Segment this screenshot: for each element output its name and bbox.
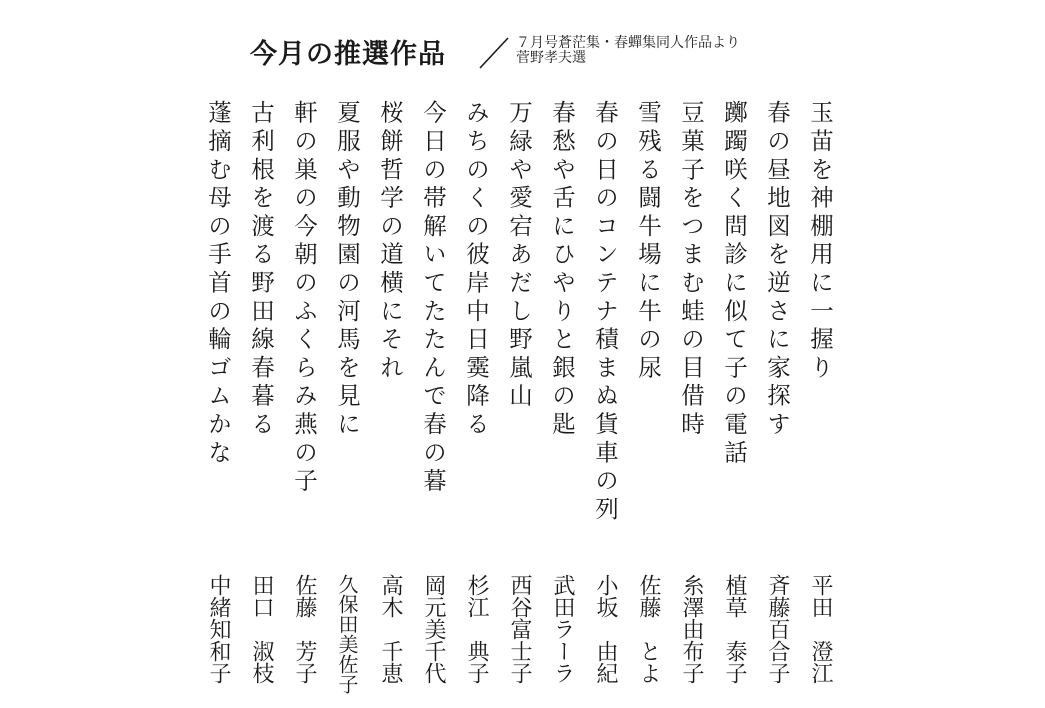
haiku-text: 桜餅哲学の道横にそれ	[376, 100, 404, 383]
subtitle-selector: 菅野孝夫選	[516, 50, 586, 66]
haiku-text: 軒の巣の今朝のふくらみ燕の子	[290, 100, 318, 497]
haiku-entry	[759, 100, 795, 700]
haiku-text: 古利根を渡る野田線春暮る	[247, 100, 275, 440]
haiku-text: 雪残る闘牛場に牛の尿	[634, 100, 662, 383]
slash-divider	[478, 36, 510, 70]
haiku-text: 夏服や動物園の河馬を見に	[333, 100, 361, 440]
haiku-entry	[286, 100, 322, 700]
haiku-author: 久保田美佐子	[335, 574, 359, 694]
haiku-text: 春愁や舌にひやりと銀の匙	[548, 100, 576, 440]
page-title: 今月の推選作品	[250, 39, 446, 70]
header	[250, 28, 850, 76]
haiku-author: 中緒知和子	[206, 574, 231, 684]
haiku-text: 豆菓子をつまむ蛙の目借時	[677, 100, 705, 440]
haiku-author: 杉江 典子	[464, 574, 489, 684]
haiku-text: 蓬摘む母の手首の輪ゴムかな	[204, 100, 232, 468]
haiku-entry	[243, 100, 279, 700]
haiku-entry	[372, 100, 408, 700]
haiku-author: 糸澤由布子	[679, 574, 704, 684]
haiku-entry	[716, 100, 752, 700]
haiku-text: 春の昼地図を逆さに家探す	[763, 100, 791, 440]
haiku-text: 万緑や愛宕あだし野嵐山	[505, 100, 533, 412]
haiku-text: 玉苗を神棚用に一握り	[806, 100, 834, 383]
haiku-entry	[587, 100, 623, 700]
haiku-author: 斉藤百合子	[765, 574, 790, 684]
haiku-text: 春の日のコンテナ積まぬ貨車の列	[591, 100, 619, 525]
haiku-author: 岡元美千代	[421, 574, 446, 684]
haiku-entry	[329, 100, 365, 700]
haiku-author: 佐藤 芳子	[292, 574, 317, 684]
haiku-text: 今日の帯解いてたたんで春の暮	[419, 100, 447, 497]
subtitle-source: ７月号蒼茫集・春蟬集同人作品より	[516, 35, 740, 51]
haiku-text: 躑躅咲く問診に似て子の電話	[720, 100, 748, 468]
haiku-author: 高木 千恵	[378, 574, 403, 684]
haiku-author: 小坂 由紀	[593, 574, 618, 684]
haiku-author: 植草 泰子	[722, 574, 747, 684]
haiku-entry	[415, 100, 451, 700]
haiku-entry	[544, 100, 580, 700]
haiku-author: 西谷富士子	[507, 574, 532, 684]
haiku-entry	[501, 100, 537, 700]
haiku-author: 佐藤 とよ	[636, 574, 661, 684]
haiku-author: 田口 淑枝	[249, 574, 274, 684]
haiku-author: 平田 澄江	[808, 574, 833, 684]
haiku-entry	[673, 100, 709, 700]
haiku-entry	[802, 100, 838, 700]
haiku-entry	[458, 100, 494, 700]
haiku-text: みちのくの彼岸中日霙降る	[462, 100, 490, 440]
haiku-entry	[200, 100, 236, 700]
haiku-columns	[197, 100, 841, 700]
haiku-entry	[630, 100, 666, 700]
haiku-author: 武田ラーラ	[550, 574, 575, 684]
